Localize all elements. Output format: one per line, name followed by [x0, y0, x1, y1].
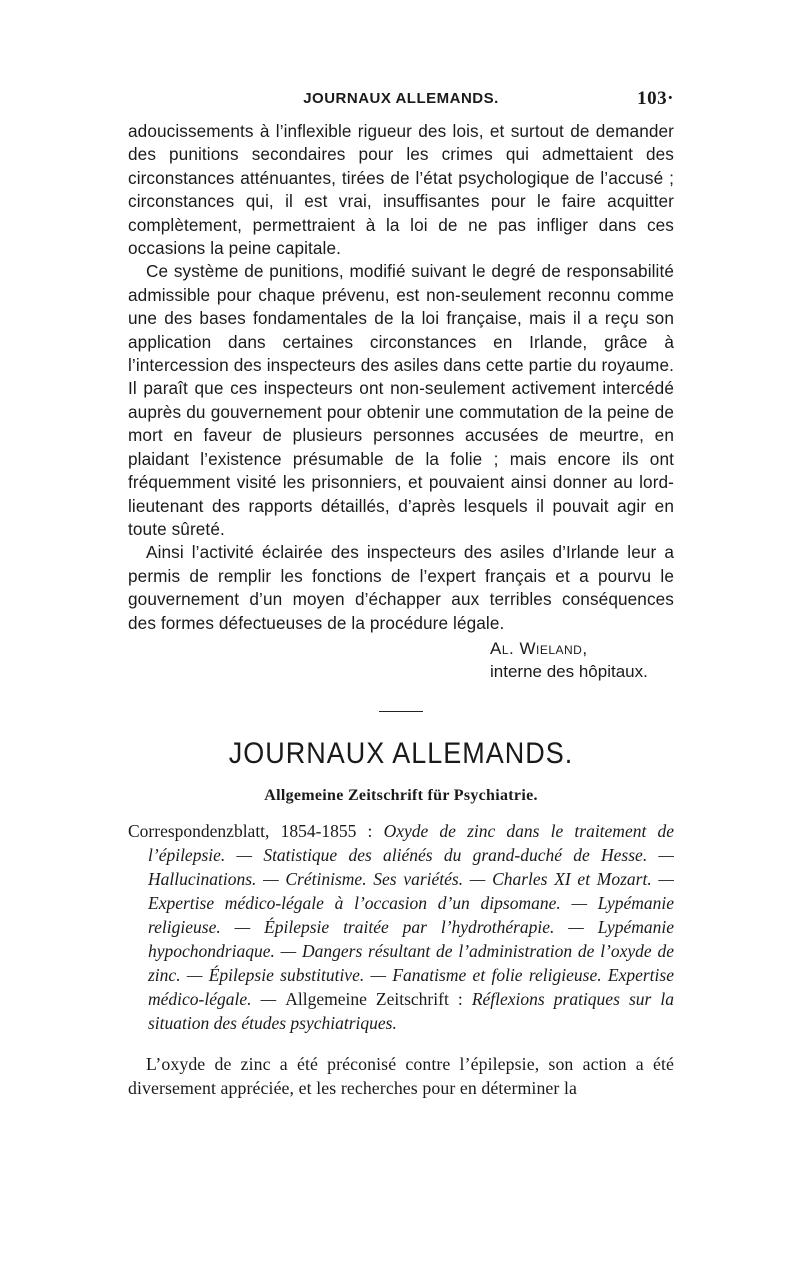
- author-name: Al. Wieland,: [490, 638, 588, 658]
- paragraph-punitions: Ce système de punitions, modifié suivant le degré de responsabilité admissible pour chaque prévenu, est non-seulement reconnu comme une des bases fondamentales de la loi française, mais il a reçu son application dans certaines circonstances en Irlande, grâce à l’intercession des inspecteurs des asiles dans cette partie du royaume. Il paraît que ces inspecteurs ont non-seulement activement intercédé auprès du gouvernement pour obtenir une commutation de la peine de mort en faveur de plusieurs personnes accusées de meurtre, en plaidant l’existence présumable de la folie ; mais encore ils ont fréquemment visité les prisonniers, et pouvaient ainsi donner au lord-lieutenant des rapports détaillés, d’après lesquels il pouvait agir en toute sûreté.: [128, 261, 674, 539]
- paragraph-inspecteurs: Ainsi l’activité éclairée des inspecteurs des asiles d’Irlande leur a permis de remplir les fonctions de l’expert français et a pourvu le gouvernement d’un moyen d’échapper aux terribles conséquences des formes défectueuses de la procédure légale.: [128, 542, 674, 633]
- section-separator: [379, 711, 423, 712]
- contents-source: Correspondenzblatt, 1854-1855 :: [128, 820, 384, 841]
- running-head: [128, 88, 674, 120]
- contents-items-2: Réflexions pratiques sur la situation des études psychiatriques.: [148, 988, 675, 1033]
- contents-summary: [128, 819, 674, 1035]
- journal-subtitle: Allgemeine Zeitschrift für Psychiatrie.: [264, 786, 538, 804]
- running-title: JOURNAUX ALLEMANDS.: [303, 90, 499, 107]
- paragraph-oxyde-de-zinc: L’oxyde de zinc a été préconisé contre l’épilepsie, son action a été diversement appréciée, et les recherches pour en déterminer la: [128, 1054, 674, 1099]
- paragraph-continuation: adoucissements à l’inflexible rigueur des lois, et surtout de demander des punitions secondaires pour les crimes qui admettaient des circonstances atténuantes, tirées de l’état psychologique de l’accusé ; circonstances qui, il est vrai, insuffisantes pour le faire acquitter complètement, permettraient à la loi de ne pas infliger dans ces occasions la peine capitale.: [128, 121, 674, 259]
- contents-source-2: Allgemeine Zeitschrift :: [285, 988, 472, 1009]
- section-title: JOURNAUX ALLEMANDS.: [228, 736, 574, 770]
- book-page: [128, 88, 674, 1100]
- page-number: 103·: [637, 88, 674, 109]
- contents-items: Oxyde de zinc dans le traitement de l’épilepsie. — Statistique des aliénés du grand-duché de Hesse. — Hallucinations. — Crétinisme. Ses variétés. — Charles XI et Mozart. — Expertise médico-légale à l’occasion d’un dipsomane. — Lypémanie religieuse. — Épilepsie traitée par l’hydrothérapie. — Lypémanie hypochondriaque. — Dangers résultant de l’administration de l’oxyde de zinc. — Épilepsie substitutive. — Fanatisme et folie religieuse. Expertise médico-légale. —: [148, 820, 674, 1009]
- author-signature: [490, 637, 674, 683]
- author-role: interne des hôpitaux.: [490, 661, 648, 681]
